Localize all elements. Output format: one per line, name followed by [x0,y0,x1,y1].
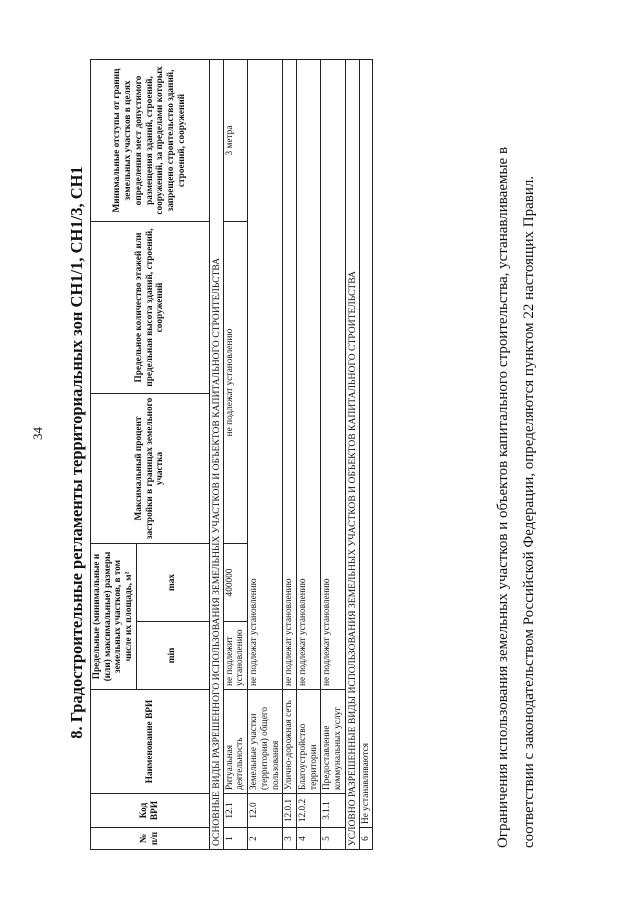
header-coverage: Максимальный процент застройки в границах земельного участка [91,394,210,544]
page-title: 8. Градостроительные регламенты территориальных зон СН1/1, СН1/3, СН1 [67,166,86,739]
row-code: 12.0.2 [296,794,320,828]
header-floors: Предельное количество этажей или предельная высота зданий, строений, сооружений [91,222,210,394]
row-num: 6 [359,828,373,850]
table-header-row [91,60,137,850]
row-code: 3.1.1 [321,794,345,828]
header-area-min: min [136,622,209,690]
table-row [283,60,297,850]
row-setbacks: 3 метра [223,60,247,222]
rotated-page-content [45,35,610,870]
header-area-max: max [136,544,209,622]
header-setbacks: Минимальные отступы от границ земельных участков в целях определения мест допустимого размещения зданий, строений, сооружений, за пределами которых запрещено строительство зданий, строений, сооружений [91,60,210,222]
table-row [359,60,373,850]
row-code: 12.0.1 [283,794,297,828]
row-code: 12.0 [248,794,283,828]
row-coverage-floors: не подлежат установлению [223,222,247,544]
page-number: 34 [30,427,45,440]
header-area-group: Предельные (минимальные и (или) максимальные) размеры земельных участков, в том числе их площадь, м² [91,544,137,690]
footer-line: соответствии с законодательством Российской Федерации, определяются пунктом 22 настоящих Правил. [521,175,538,848]
regulations-table [90,59,373,850]
row-name: Предоставление коммунальных услуг [321,690,345,794]
row-num: 5 [321,828,345,850]
footer-line: Ограничения использования земельных участков и объектов капитального строительства, устанавливаемые в [495,146,511,848]
section-main-row [209,60,223,850]
row-params: не подлежат установлению [296,60,320,690]
section-conditional-row [345,60,359,850]
row-text: Не устанавливаются [359,60,373,828]
header-code: Код ВРИ [91,794,210,828]
row-name: Ритуальная деятельность [223,690,247,794]
row-name: Благоустройство территории [296,690,320,794]
row-name: Земельные участки (территории) общего пользования [248,690,283,794]
table-row [296,60,320,850]
row-area-max: 400000 [223,544,247,622]
table-row [321,60,345,850]
row-num: 3 [283,828,297,850]
row-name: Улично-дорожная сеть [283,690,297,794]
header-name: Наименование ВРИ [91,690,210,794]
section-conditional-heading: УСЛОВНО РАЗРЕШЕННЫЕ ВИДЫ ИСПОЛЬЗОВАНИЯ ЗЕМЕЛЬНЫХ УЧАСТКОВ И ОБЪЕКТОВ КАПИТАЛЬНОГО СТРОИТЕЛЬСТВА [345,60,359,850]
row-params: не подлежат установлению [248,60,283,690]
row-num: 1 [223,828,247,850]
row-area-min: не подлежит установлению [223,622,247,690]
row-code: 12.1 [223,794,247,828]
table-row [248,60,283,850]
row-params: не подлежат установлению [321,60,345,690]
footer-paragraph [490,58,543,848]
row-num: 2 [248,828,283,850]
row-num: 4 [296,828,320,850]
section-main-heading: ОСНОВНЫЕ ВИДЫ РАЗРЕШЕННОГО ИСПОЛЬЗОВАНИЯ ЗЕМЕЛЬНЫХ УЧАСТКОВ И ОБЪЕКТОВ КАПИТАЛЬНОГО СТРОИТЕЛЬСТВА [209,60,223,850]
header-num: № п/п [91,828,210,850]
row-params: не подлежат установлению [283,60,297,690]
table-row [223,60,247,850]
